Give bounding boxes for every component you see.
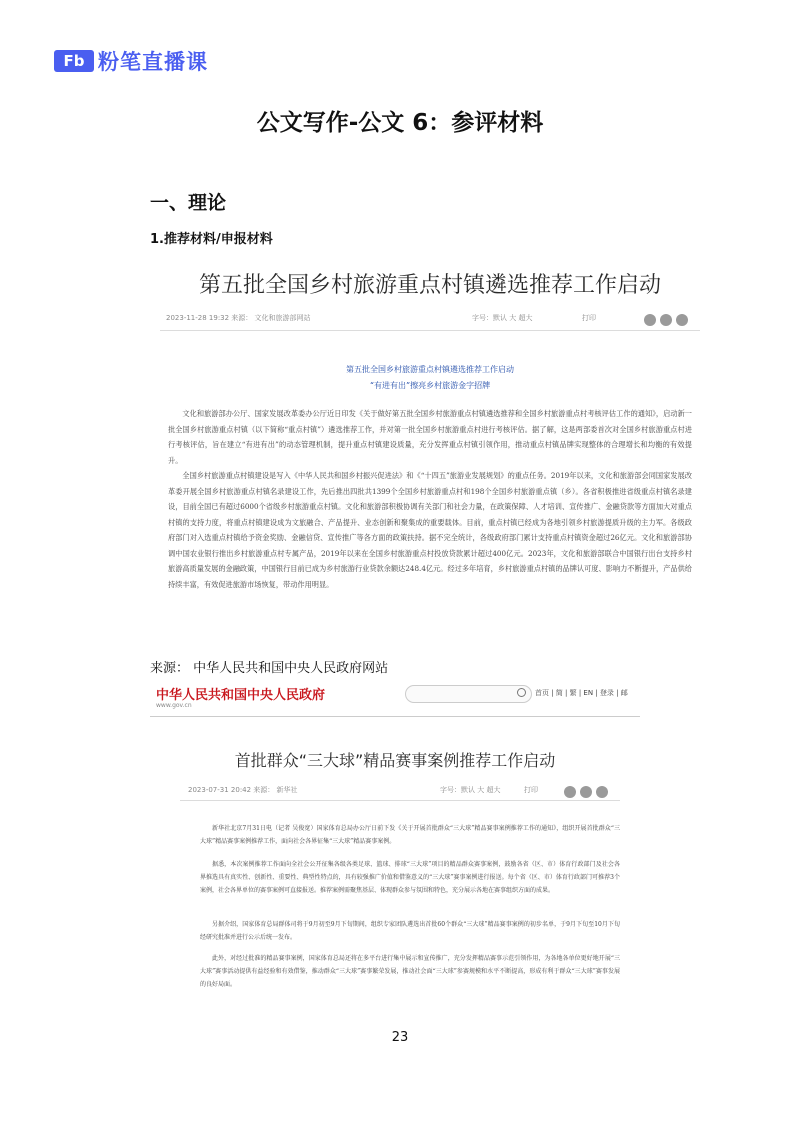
article2-print: 打印	[524, 786, 538, 794]
article1-title: 第五批全国乡村旅游重点村镇遴选推荐工作启动	[198, 273, 661, 298]
article-screenshot-1	[150, 256, 710, 636]
article2-title: 首批群众“三大球”精品赛事案例推荐工作启动	[234, 751, 556, 770]
share-more-icon	[676, 314, 688, 326]
article1-meta: 2023-11-28 19:32 来源： 文化和旅游部网站	[166, 314, 311, 322]
brand-logo-icon: Fb	[54, 50, 94, 72]
article1-share	[640, 309, 688, 328]
article2-paragraph: 据悉，本次案例推荐工作面向全社会公开征集各级各类足球、篮球、排球“三大球”项目的精品群众赛事案例，鼓励各省（区、市）体育行政部门及社会各界推选具有真实性、创新性、重要性、典型性特点的，具有较强推广价值和借鉴意义的“三大球”赛事案例进行报送。每个省（区、市）体育行政部门可推荐3个案例，社会各界单位的赛事案例可直接报送。推荐案例需聚焦基层、体现群众参与氛围和特色，充分展示各地在赛事组织方面的成果。	[200, 861, 620, 894]
share-wechat-icon	[580, 786, 592, 798]
article1-print: 打印	[582, 314, 596, 322]
article1-font-size: 字号：默认 大 超大	[472, 314, 533, 322]
brand-name: 粉笔直播课	[98, 50, 208, 74]
article1-subtitle-1: 第五批全国乡村旅游重点村镇遴选推荐工作启动	[346, 365, 514, 374]
article2-share	[560, 781, 608, 800]
gov-search-input[interactable]	[405, 685, 532, 703]
article2-paragraph: 另据介绍，国家体育总局群体司将于9月初至9月下旬期间，组织专家团队遴选出首批60个群众“三大球”精品赛事案例的初步名单，于9月下旬至10月下旬经研究批准并进行公示后统一发布。	[200, 921, 620, 941]
gov-nav[interactable]: 首页 | 简 | 繁 | EN | 登录 | 邮	[535, 689, 628, 697]
section-heading: 一、理论	[150, 192, 227, 214]
article-screenshot-2	[150, 680, 640, 990]
share-more-icon	[596, 786, 608, 798]
article2-divider	[180, 800, 620, 801]
article2-font-size: 字号：默认 大 超大	[440, 786, 501, 794]
article2-meta: 2023-07-31 20:42 来源： 新华社	[188, 786, 298, 794]
article1-paragraph: 全国乡村旅游重点村镇建设是写入《中华人民共和国乡村振兴促进法》和《“十四五”旅游业发展规划》的重点任务。2019年以来，文化和旅游部会同国家发展改革委开展全国乡村旅游重点村镇名录建设工作，先后推出四批共1399个全国乡村旅游重点村和198个全国乡村旅游重点镇（乡）。各省积极推进省级重点村镇名录建设，目前全国已有超过6000个省级乡村旅游重点村镇。文化和旅游部积极协调有关部门和社会力量，在政策保障、人才培训、宣传推广、金融贷款等方面加大对重点村镇的支持力度，将重点村镇建设成为文旅融合、产品提升、业态创新和聚集成的重要载体。目前，重点村镇已经成为各地引领乡村旅游提质升级的主力军。各级政府部门对入选重点村镇给予资金奖励、金融信贷、宣传推广等各方面的政策扶持。据不完全统计，各级政府部门累计支持重点村镇资金超过26亿元。文化和旅游部协调中国农业银行推出乡村旅游重点村专属产品，2019年以来在全国乡村旅游重点村投放贷款累计超过400亿元。2023年，文化和旅游部联合中国银行出台支持乡村旅游高质量发展的金融政策，中国银行目前已成为乡村旅游行业贷款余额达248.4亿元。经过多年培育，乡村旅游重点村镇的品牌认可度、影响力不断提升，产品供给持续丰富，有效促进旅游市场恢复，带动作用明显。	[168, 471, 692, 589]
article2-paragraph: 此外，对经过批准的精品赛事案例，国家体育总局还将在多平台进行集中展示和宣传推广，充分发挥精品赛事示范引领作用，为各地各单位更好地开展“三大球”赛事活动提供有益经验和有效借鉴，推动群众“三大球”赛事繁荣发展，推动社会面“三大球”参赛规模和水平不断提高，形成有利于群众“三大球”赛事发展的良好局面。	[200, 955, 620, 988]
search-icon	[517, 688, 526, 697]
article1-paragraph: 文化和旅游部办公厅、国家发展改革委办公厅近日印发《关于做好第五批全国乡村旅游重点村镇遴选推荐和全国乡村旅游重点村考核评估工作的通知》，启动新一批全国乡村旅游重点村镇（以下简称“重点村镇”）遴选推荐工作，并对第一批全国乡村旅游重点村进行考核评估。据了解，这是两部委首次对全国乡村旅游重点村进行考核评估，旨在建立“有进有出”的动态管理机制，提升重点村镇建设质量，充分发挥重点村镇引领作用，推动重点村镇品牌实现整体的合理增长和均衡的有效提升。	[168, 409, 692, 465]
page-number: 23	[391, 1030, 409, 1045]
gov-site-logo: 中华人民共和国中央人民政府	[156, 688, 326, 703]
share-wechat-icon	[660, 314, 672, 326]
share-weibo-icon	[564, 786, 576, 798]
section-subheading: 1.推荐材料/申报材料	[150, 232, 273, 247]
article1-subtitle-2: “有进有出”擦亮乡村旅游金字招牌	[369, 381, 491, 390]
article2-paragraph: 新华社北京7月31日电（记者 吴俊宽）国家体育总局办公厅日前下发《关于开展首批群众“三大球”精品赛事案例推荐工作的通知》，组织开展首批群众“三大球”精品赛事案例推荐工作，面向社会各界征集“三大球”精品赛事案例。	[200, 825, 620, 845]
gov-site-url: www.gov.cn	[156, 702, 192, 709]
brand	[54, 46, 208, 76]
document-title: 公文写作-公文 6：参评材料	[256, 110, 544, 136]
source-line: 来源： 中华人民共和国中央人民政府网站	[150, 661, 389, 676]
gov-site-header	[150, 680, 640, 717]
share-weibo-icon	[644, 314, 656, 326]
article1-divider	[160, 330, 700, 331]
